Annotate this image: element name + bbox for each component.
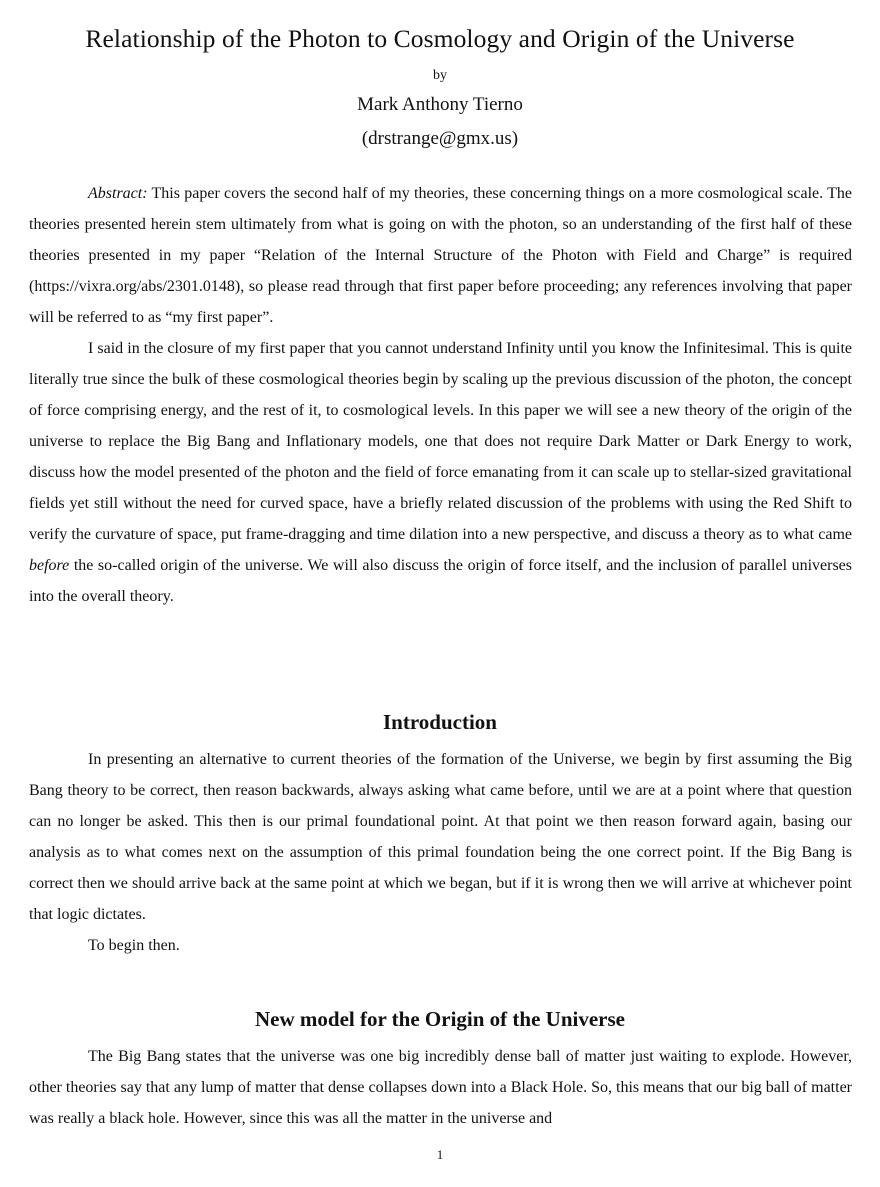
new-model-section [29, 1041, 852, 1134]
abstract-p2-emphasis: before [29, 557, 70, 574]
introduction-paragraph-2: To begin then. [88, 937, 180, 954]
page-number: 1 [436, 1147, 444, 1162]
introduction-section [29, 744, 852, 961]
new-model-paragraph-1: The Big Bang states that the universe was one big incredibly dense ball of matter just waiting to explode. However, other theories say that any lump of matter that dense collapses down into a Black Hole. So, this means that our big ball of matter was really a black hole. However, since this was all the matter in the universe and [29, 1048, 852, 1127]
new-model-heading: New model for the Origin of the Universe [255, 1007, 625, 1031]
abstract-paragraph-2 [29, 333, 852, 612]
byline-by: by [433, 68, 447, 83]
abstract-text: This paper covers the second half of my theories, these concerning things on a more cosmological scale. The theories presented herein stem ultimately from what is going on with the photon, so an understanding of the first half of these theories presented in my paper “Relation of the Internal Structure of the Photon with Field and Charge” is required (https://vixra.org/abs/2301.0148), so please read through that first paper before proceeding; any references involving that paper will be referred to as “my first paper”. [29, 185, 852, 326]
introduction-paragraph-1: In presenting an alternative to current theories of the formation of the Universe, we begin by first assuming the Big Bang theory to be correct, then reason backwards, always asking what came before, until we are at a point where that question can no longer be asked. This then is our primal foundational point. At that point we then reason forward again, basing our analysis as to what comes next on the assumption of this primal foundation being the one correct point. If the Big Bang is correct then we should arrive back at the same point at which we began, but if it is wrong then we will arrive at whichever point that logic dictates. [29, 751, 852, 923]
abstract-paragraph [29, 178, 852, 333]
abstract-section [29, 178, 852, 612]
abstract-p2-text-b: the so-called origin of the universe. We will also discuss the origin of force itself, and the inclusion of parallel universes into the overall theory. [29, 557, 852, 605]
author-name: Mark Anthony Tierno [357, 94, 523, 115]
abstract-p2-text-a: I said in the closure of my first paper that you cannot understand Infinity until you know the Infinitesimal. This is quite literally true since the bulk of these cosmological theories begin by scaling up the previous discussion of the photon, the concept of force comprising energy, and the rest of it, to cosmological levels. In this paper we will see a new theory of the origin of the universe to replace the Big Bang and Inflationary models, one that does not require Dark Matter or Dark Energy to work, discuss how the model presented of the photon and the field of force emanating from it can scale up to stellar-sized gravitational fields yet still without the need for curved space, have a briefly related discussion of the problems with using the Red Shift to verify the curvature of space, put frame-dragging and time dilation into a new perspective, and discuss a theory as to what came [29, 340, 852, 543]
abstract-label: Abstract: [88, 185, 148, 202]
introduction-heading: Introduction [383, 710, 497, 734]
author-email: (drstrange@gmx.us) [361, 128, 519, 149]
paper-title: Relationship of the Photon to Cosmology and Origin of the Universe [85, 24, 795, 53]
